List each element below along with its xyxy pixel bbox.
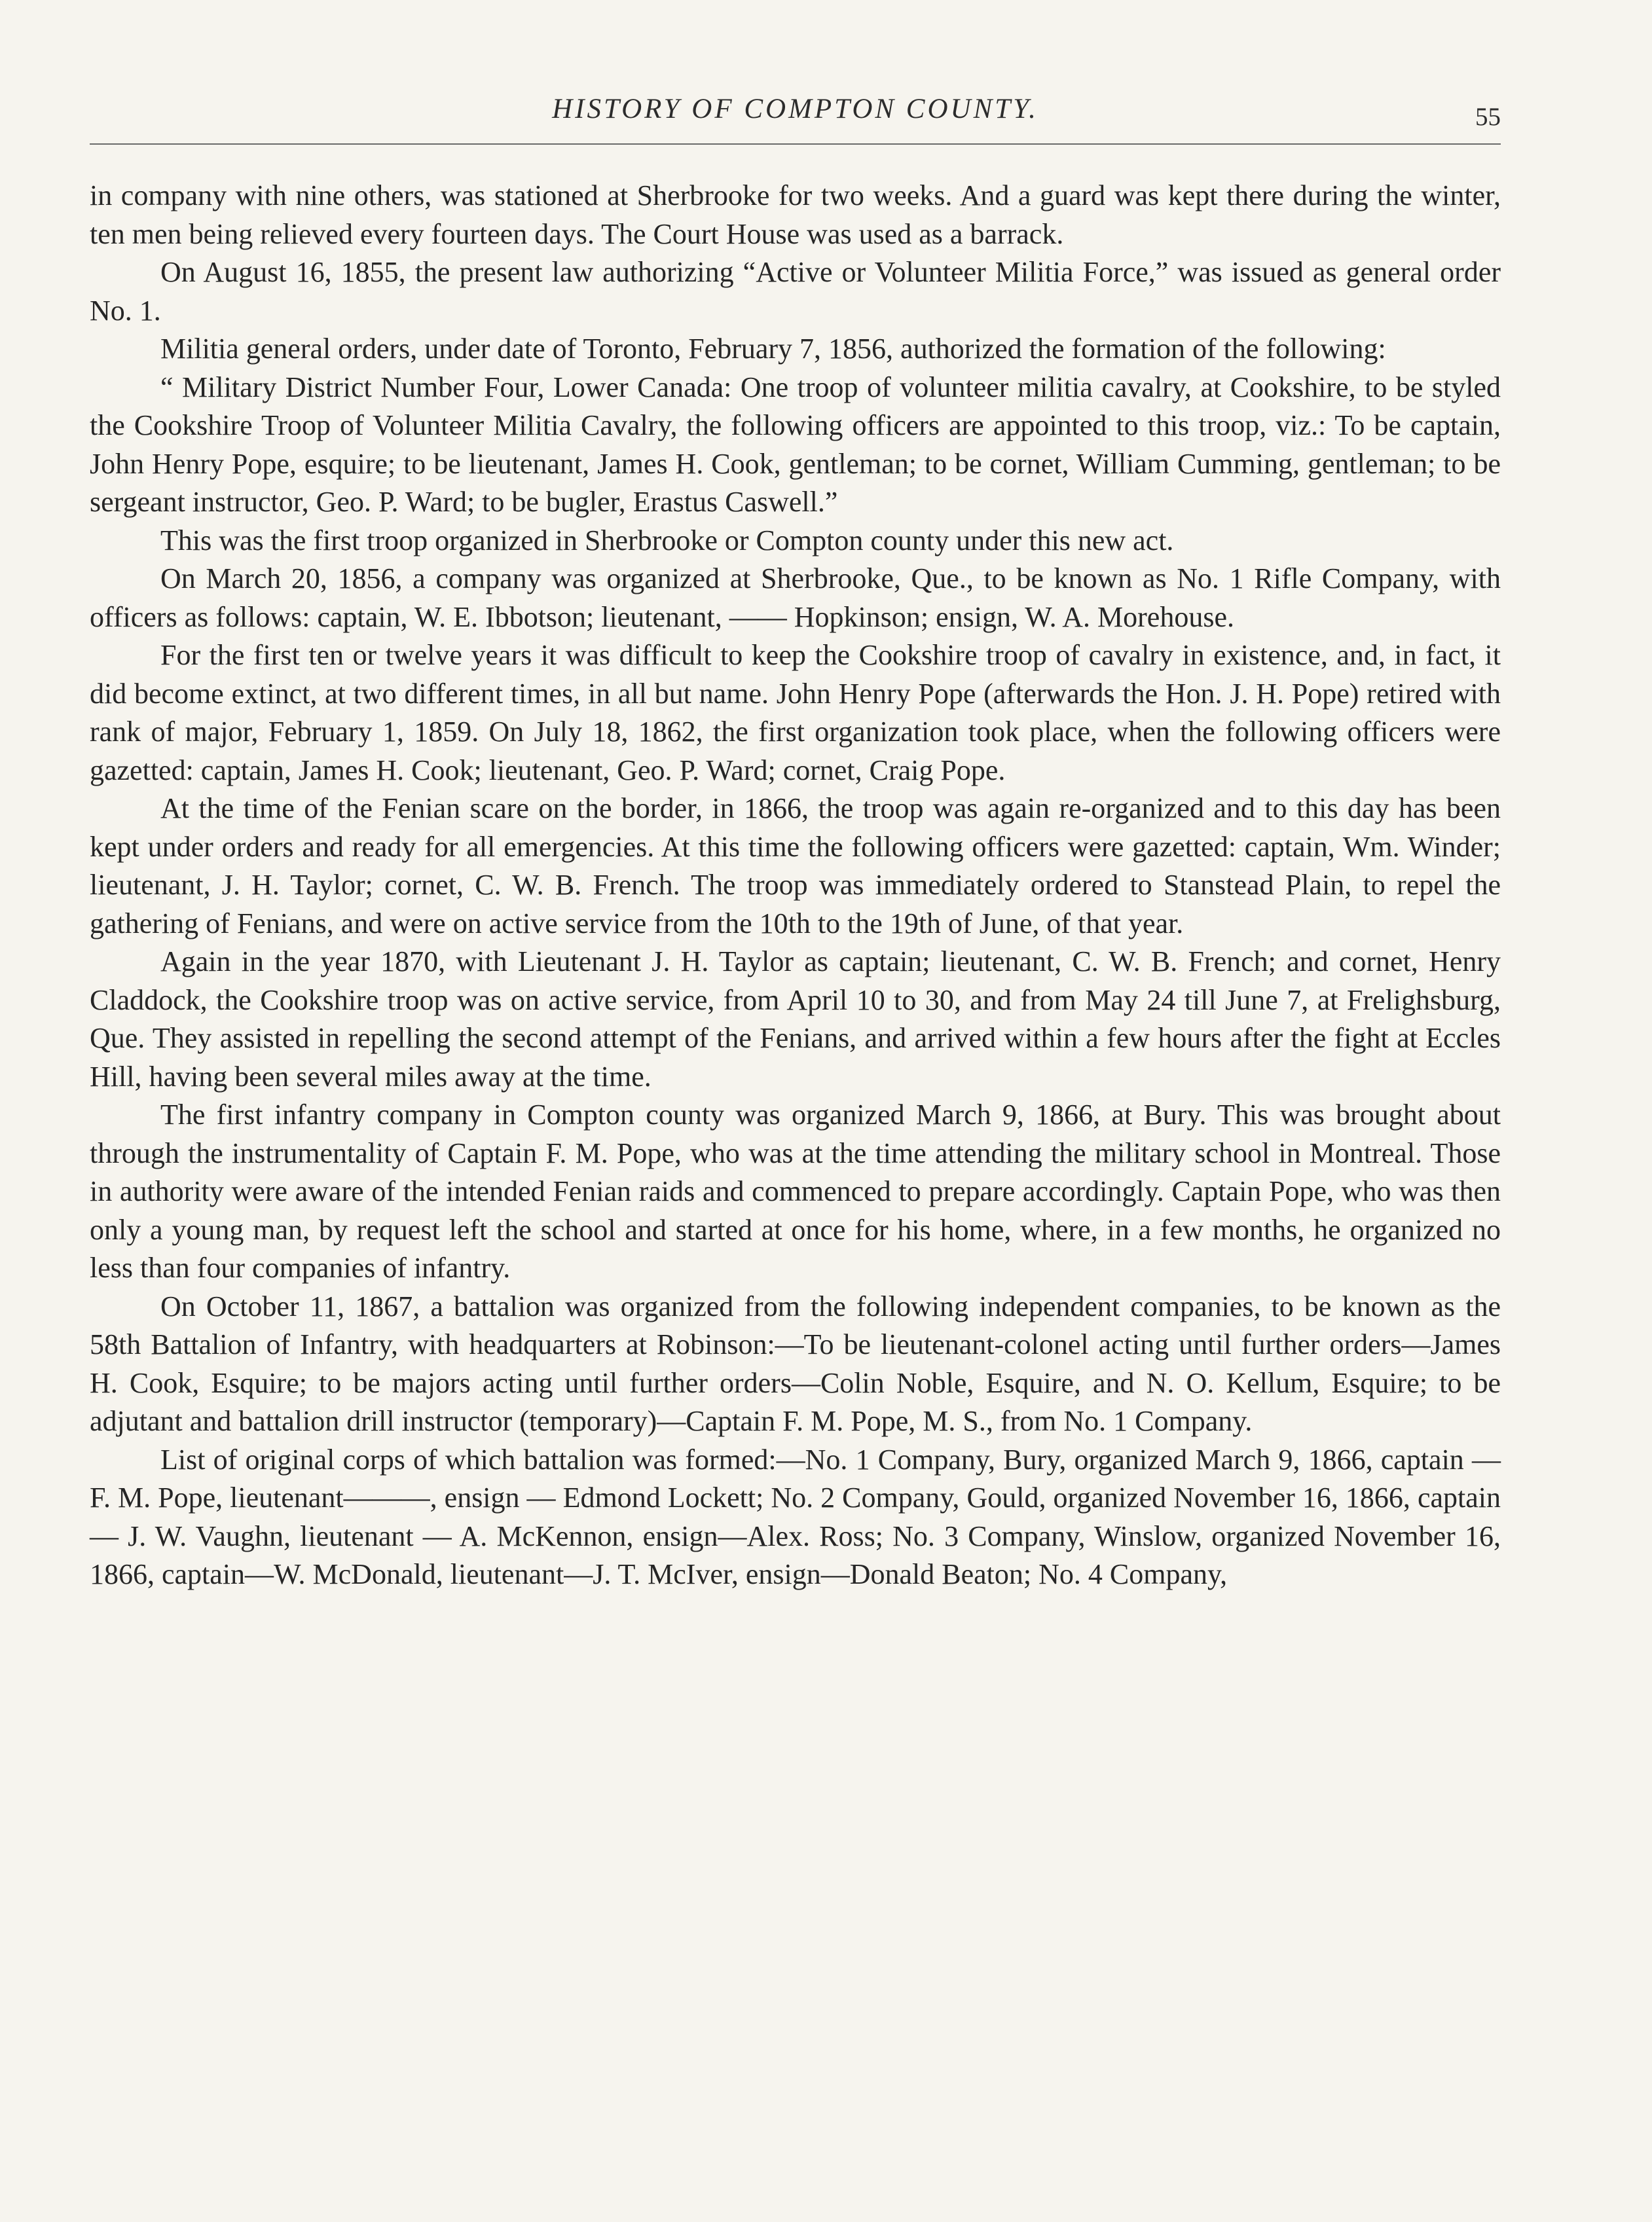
paragraph: The first infantry company in Compton county was organized March 9, 1866, at Bury. This was brought about through the instrumentality of Captain F. M. Pope, who was at the time attending the military school in Montreal. Those in authority were aware of the intended Fenian raids and commenced to prepare accordingly. Captain Pope, who was then only a young man, by request left the school and started at once for his home, where, in a few months, he organized no less than four companies of infantry. xyxy=(90,1099,1501,1284)
paragraph: On August 16, 1855, the present law authorizing “Active or Volunteer Militia Force,” was issued as general order No. 1. xyxy=(90,256,1501,327)
paragraph: On March 20, 1856, a company was organized at Sherbrooke, Que., to be known as No. 1 Rifle Company, with officers as follows: captain, W. E. Ibbotson; lieutenant, —— Hopkinson; ensign, W. A. Morehouse. xyxy=(90,562,1501,633)
paragraph: in company with nine others, was stationed at Sherbrooke for two weeks. And a guard was kept there during the winter, ten men being relieved every fourteen days. The Court House was used as a barrack. xyxy=(90,179,1501,250)
running-header xyxy=(90,93,1501,145)
page-number: 55 xyxy=(1475,103,1501,131)
paragraph: Again in the year 1870, with Lieutenant J. H. Taylor as captain; lieutenant, C. W. B. French; and cornet, Henry Claddock, the Cookshire troop was on active service, from April 10 to 30, and from May 24 till June 7, at Frelighsburg, Que. They assisted in repelling the second attempt of the Fenians, and arrived within a few hours after the fight at Eccles Hill, having been several miles away at the time. xyxy=(90,945,1501,1093)
paragraph: “ Military District Number Four, Lower Canada: One troop of volunteer militia cavalry, at Cookshire, to be styled the Cookshire Troop of Volunteer Militia Cavalry, the following officers are appointed to this troop, viz.: To be captain, John Henry Pope, esquire; to be lieutenant, James H. Cook, gentleman; to be cornet, William Cumming, gentleman; to be sergeant instructor, Geo. P. Ward; to be bugler, Erastus Caswell.” xyxy=(90,371,1501,518)
running-title: HISTORY OF COMPTON COUNTY. xyxy=(552,94,1038,124)
paragraph: On October 11, 1867, a battalion was organized from the following independent companies, to be known as the 58th Battalion of Infantry, with headquarters at Robinson:—To be lieutenant-colonel acting until further orders—James H. Cook, Esquire; to be majors acting until further orders—Colin Noble, Esquire, and N. O. Kellum, Esquire; to be adjutant and battalion drill instructor (temporary)—Captain F. M. Pope, M. S., from No. 1 Company. xyxy=(90,1290,1501,1437)
paragraph: At the time of the Fenian scare on the border, in 1866, the troop was again re-organized and to this day has been kept under orders and ready for all emergencies. At this time the following officers were gazetted: captain, Wm. Winder; lieutenant, J. H. Taylor; cornet, C. W. B. French. The troop was immediately ordered to Stanstead Plain, to repel the gathering of Fenians, and were on active service from the 10th to the 19th of June, of that year. xyxy=(90,792,1501,939)
header-rule xyxy=(90,143,1501,145)
paragraph: List of original corps of which battalion was formed:—No. 1 Company, Bury, organized March 9, 1866, captain — F. M. Pope, lieutenant———, ensign — Edmond Lockett; No. 2 Company, Gould, organized November 16, 1866, captain — J. W. Vaughn, lieutenant — A. McKennon, ensign—Alex. Ross; No. 3 Company, Winslow, organized November 16, 1866, captain—W. McDonald, lieutenant—J. T. McIver, ensign—Donald Beaton; No. 4 Company, xyxy=(90,1443,1501,1590)
body-text xyxy=(90,177,1501,1594)
paragraph: For the first ten or twelve years it was difficult to keep the Cookshire troop of cavalry in existence, and, in fact, it did become extinct, at two different times, in all but name. John Henry Pope (afterwards the Hon. J. H. Pope) retired with rank of major, February 1, 1859. On July 18, 1862, the first organization took place, when the following officers were gazetted: captain, James H. Cook; lieutenant, Geo. P. Ward; cornet, Craig Pope. xyxy=(90,639,1501,786)
paragraph: This was the first troop organized in Sherbrooke or Compton county under this new act. xyxy=(160,524,1174,556)
paragraph: Militia general orders, under date of Toronto, February 7, 1856, authorized the formation of the following: xyxy=(160,333,1386,365)
